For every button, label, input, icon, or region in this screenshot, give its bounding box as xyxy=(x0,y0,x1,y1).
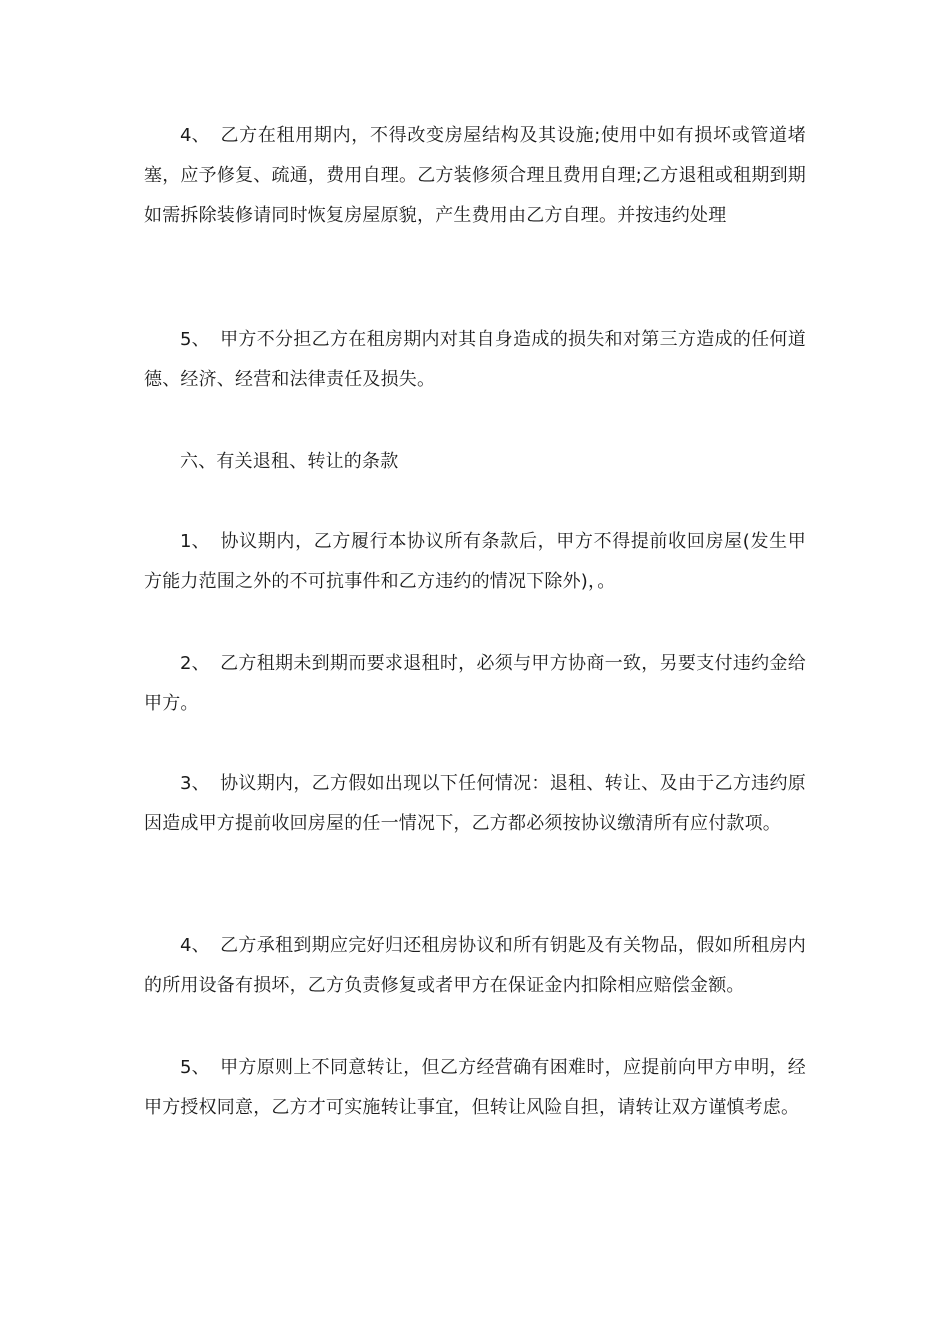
clause-paragraph xyxy=(144,320,806,400)
clause-paragraph xyxy=(144,644,806,724)
section-heading xyxy=(144,442,806,482)
clause-text: 乙方在租用期内，不得改变房屋结构及其设施;使用中如有损坏或管道堵塞，应予修复、疏通，费用自理。乙方装修须合理且费用自理;乙方退租或租期到期如需拆除装修请同时恢复房屋原貌，产生费用由乙方自理。并按违约处理 xyxy=(144,125,806,226)
clause-paragraph xyxy=(144,926,806,1006)
clause-text: 协议期内，乙方假如出现以下任何情况：退租、转让、及由于乙方违约原因造成甲方提前收回房屋的任一情况下，乙方都必须按协议缴清所有应付款项。 xyxy=(144,773,806,834)
clause-text: 协议期内，乙方履行本协议所有条款后，甲方不得提前收回房屋(发生甲方能力范围之外的不可抗事件和乙方违约的情况下除外)，。 xyxy=(144,531,806,592)
clause-text: 甲方不分担乙方在租房期内对其自身造成的损失和对第三方造成的任何道德、经济、经营和法律责任及损失。 xyxy=(144,329,806,390)
clause-text: 乙方承租到期应完好归还租房协议和所有钥匙及有关物品，假如所租房内的所用设备有损坏，乙方负责修复或者甲方在保证金内扣除相应赔偿金额。 xyxy=(144,935,806,996)
clause-paragraph xyxy=(144,522,806,602)
clause-paragraph xyxy=(144,1048,806,1128)
clause-number: 5、 xyxy=(180,1057,210,1078)
clause-number: 4、 xyxy=(180,125,210,146)
clause-number: 4、 xyxy=(180,935,210,956)
clause-paragraph xyxy=(144,116,806,236)
clause-number: 3、 xyxy=(180,773,210,794)
clause-number: 2、 xyxy=(180,653,210,674)
clause-text: 甲方原则上不同意转让，但乙方经营确有困难时，应提前向甲方申明，经甲方授权同意，乙方才可实施转让事宜，但转让风险自担，请转让双方谨慎考虑。 xyxy=(144,1057,806,1118)
clause-text: 乙方租期未到期而要求退租时，必须与甲方协商一致，另要支付违约金给甲方。 xyxy=(144,653,806,714)
section-heading-text: 六、有关退租、转让的条款 xyxy=(180,451,399,472)
clause-number: 1、 xyxy=(180,531,210,552)
clause-paragraph xyxy=(144,764,806,844)
clause-number: 5、 xyxy=(180,329,210,350)
